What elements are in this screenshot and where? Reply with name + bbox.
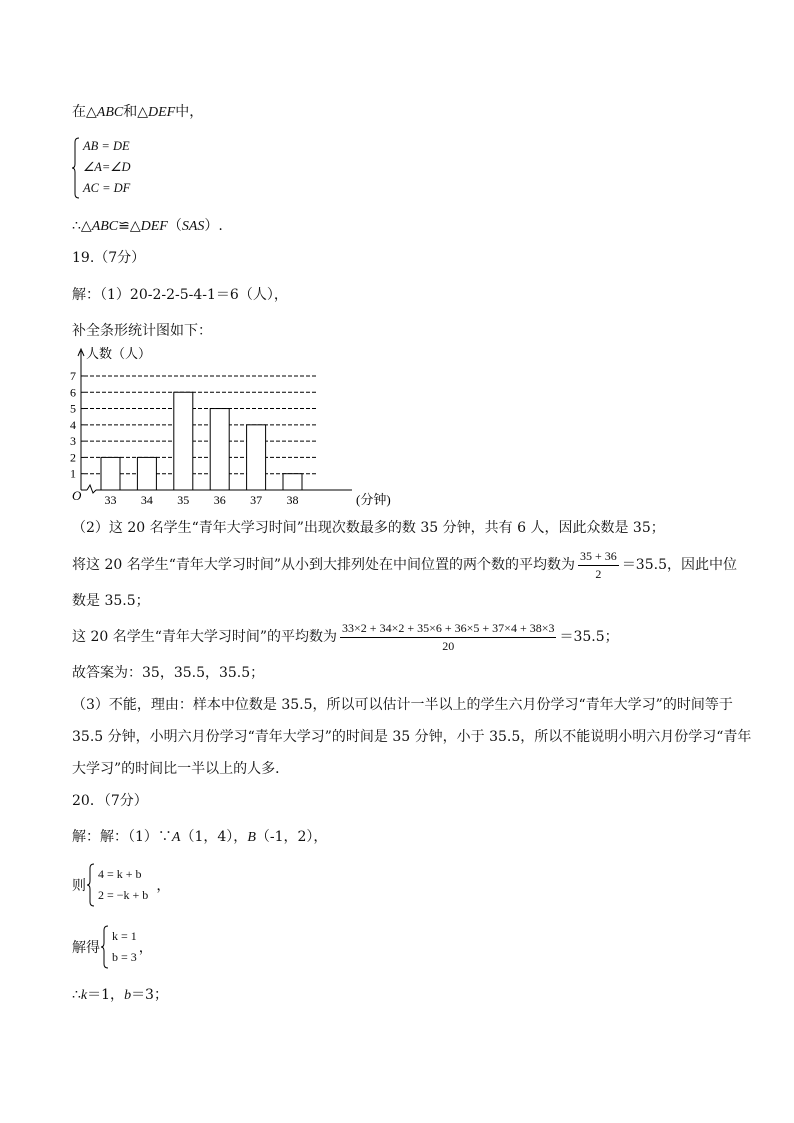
text: ，	[156, 878, 171, 894]
congruence-conclusion	[72, 216, 223, 237]
x-tick-label: 37	[250, 493, 263, 507]
q19-part3-line: 大学习”的时间比一半以上的人多．	[72, 761, 290, 777]
condition-line: AC = DF	[83, 181, 131, 195]
x-axis-title: (分钟)	[356, 492, 391, 507]
text: ＝1，	[87, 987, 125, 1003]
bar-chart	[60, 342, 405, 512]
y-tick-label: 4	[70, 417, 76, 432]
x-tick-label: 33	[104, 493, 117, 507]
median-fraction	[578, 549, 619, 582]
congruence-intro	[72, 102, 203, 123]
triangle-abc: ABC	[91, 219, 119, 234]
text: 这 20 名学生“青年大学习时间”的平均数为	[72, 629, 338, 645]
x-tick-label: 35	[177, 493, 190, 507]
y-tick-label: 2	[70, 450, 76, 465]
fraction-denominator: 20	[442, 638, 455, 653]
text: ，	[138, 940, 153, 956]
left-brace-icon	[72, 137, 80, 199]
q19-chart-caption: 补全条形统计图如下：	[72, 323, 212, 339]
left-brace-icon	[101, 925, 109, 969]
q19-mean-line	[72, 619, 619, 655]
fraction-denominator: 2	[595, 566, 602, 581]
q19-part2-mode: （2）这 20 名学生“青年大学习时间”出现次数最多的数 35 分钟，共有 6 人，因此众数是 35；	[72, 520, 665, 536]
point-a: A	[171, 830, 181, 845]
triangle-abc: ABC	[96, 105, 124, 120]
text: 则	[72, 878, 86, 894]
condition-line: AB = DE	[83, 139, 130, 153]
equation-lines	[98, 864, 148, 906]
solution-lines	[112, 926, 137, 968]
bar-33	[101, 457, 120, 490]
var-k: k	[80, 988, 88, 1003]
q19-part3-line: （3）不能，理由：样本中位数是 35.5，所以可以估计一半以上的学生六月份学习“青年大学习”的时间等于	[72, 697, 733, 713]
bar-35	[174, 392, 193, 490]
text: ∴△	[72, 218, 92, 234]
text: ＝35.5，因此中位	[621, 557, 737, 573]
x-tick-label: 36	[213, 493, 226, 507]
text: 在△	[72, 104, 97, 120]
text: 和△	[123, 104, 149, 120]
y-tick-label: 1	[70, 466, 76, 481]
q19-answer: 故答案为：35，35.5，35.5；	[72, 665, 265, 681]
text: ）.	[204, 218, 223, 234]
y-tick-label: 5	[70, 401, 76, 416]
q20-title: 20．（7分）	[72, 793, 148, 809]
bar-37	[247, 425, 266, 490]
triangle-def: DEF	[148, 105, 176, 120]
equation-line: 4 = k + b	[98, 867, 142, 881]
q19-part3-line: 35.5 分钟，小明六月份学习“青年大学习”的时间是 35 分钟，小于 35.5，所以不能说明小明六月份学习“青年	[72, 729, 752, 745]
q19-title: 19.（7分）	[72, 250, 146, 266]
text: ＝3；	[131, 987, 168, 1003]
origin-label: O	[72, 488, 82, 503]
y-axis-title: 人数（人）	[86, 346, 152, 361]
point-b: B	[247, 830, 256, 845]
text: （1，4），	[180, 829, 248, 845]
q19-part1: 解：（1）20-2-2-5-4-1＝6（人），	[72, 287, 288, 303]
y-tick-label: 6	[70, 385, 76, 400]
bar-34	[137, 457, 156, 490]
text: （-1，2），	[255, 829, 328, 845]
text: 解：解：（1）∵	[72, 829, 172, 845]
text: 解得	[72, 940, 100, 956]
text: ≌△	[118, 218, 141, 234]
mean-fraction	[340, 621, 556, 654]
triangle-def: DEF	[140, 219, 168, 234]
solution-line: b = 3	[112, 950, 137, 964]
text: ＝35.5；	[559, 629, 619, 645]
fraction-numerator: 35 + 36	[578, 549, 619, 566]
q19-median-line	[72, 547, 737, 583]
bar-38	[283, 474, 302, 490]
congruence-conditions	[72, 136, 131, 199]
q20-equation-system	[72, 863, 170, 907]
left-brace-icon	[87, 863, 95, 907]
condition-line: ∠A=∠D	[83, 160, 131, 174]
text: ∴	[72, 987, 81, 1003]
sas-label: SAS	[181, 219, 205, 234]
q20-result	[72, 985, 168, 1006]
solution-line: k = 1	[112, 929, 137, 943]
text: 将这 20 名学生“青年大学习时间”从小到大排列处在中间位置的两个数的平均数为	[72, 557, 576, 573]
axis-break-icon	[87, 485, 96, 493]
bar-36	[210, 409, 229, 490]
text: （	[167, 218, 182, 234]
x-tick-label: 34	[140, 493, 153, 507]
q20-solution-system	[72, 925, 153, 969]
fraction-numerator: 33×2 + 34×2 + 35×6 + 36×5 + 37×4 + 38×3	[340, 621, 556, 638]
var-b: b	[124, 988, 132, 1003]
equation-line: 2 = −k + b	[98, 888, 149, 902]
text: 中，	[175, 104, 204, 120]
y-tick-label: 7	[70, 368, 76, 383]
y-tick-label: 3	[70, 434, 76, 449]
q20-part1	[72, 827, 327, 848]
q19-median-value: 数是 35.5；	[72, 593, 150, 609]
condition-lines	[83, 136, 131, 199]
x-tick-label: 38	[286, 493, 299, 507]
